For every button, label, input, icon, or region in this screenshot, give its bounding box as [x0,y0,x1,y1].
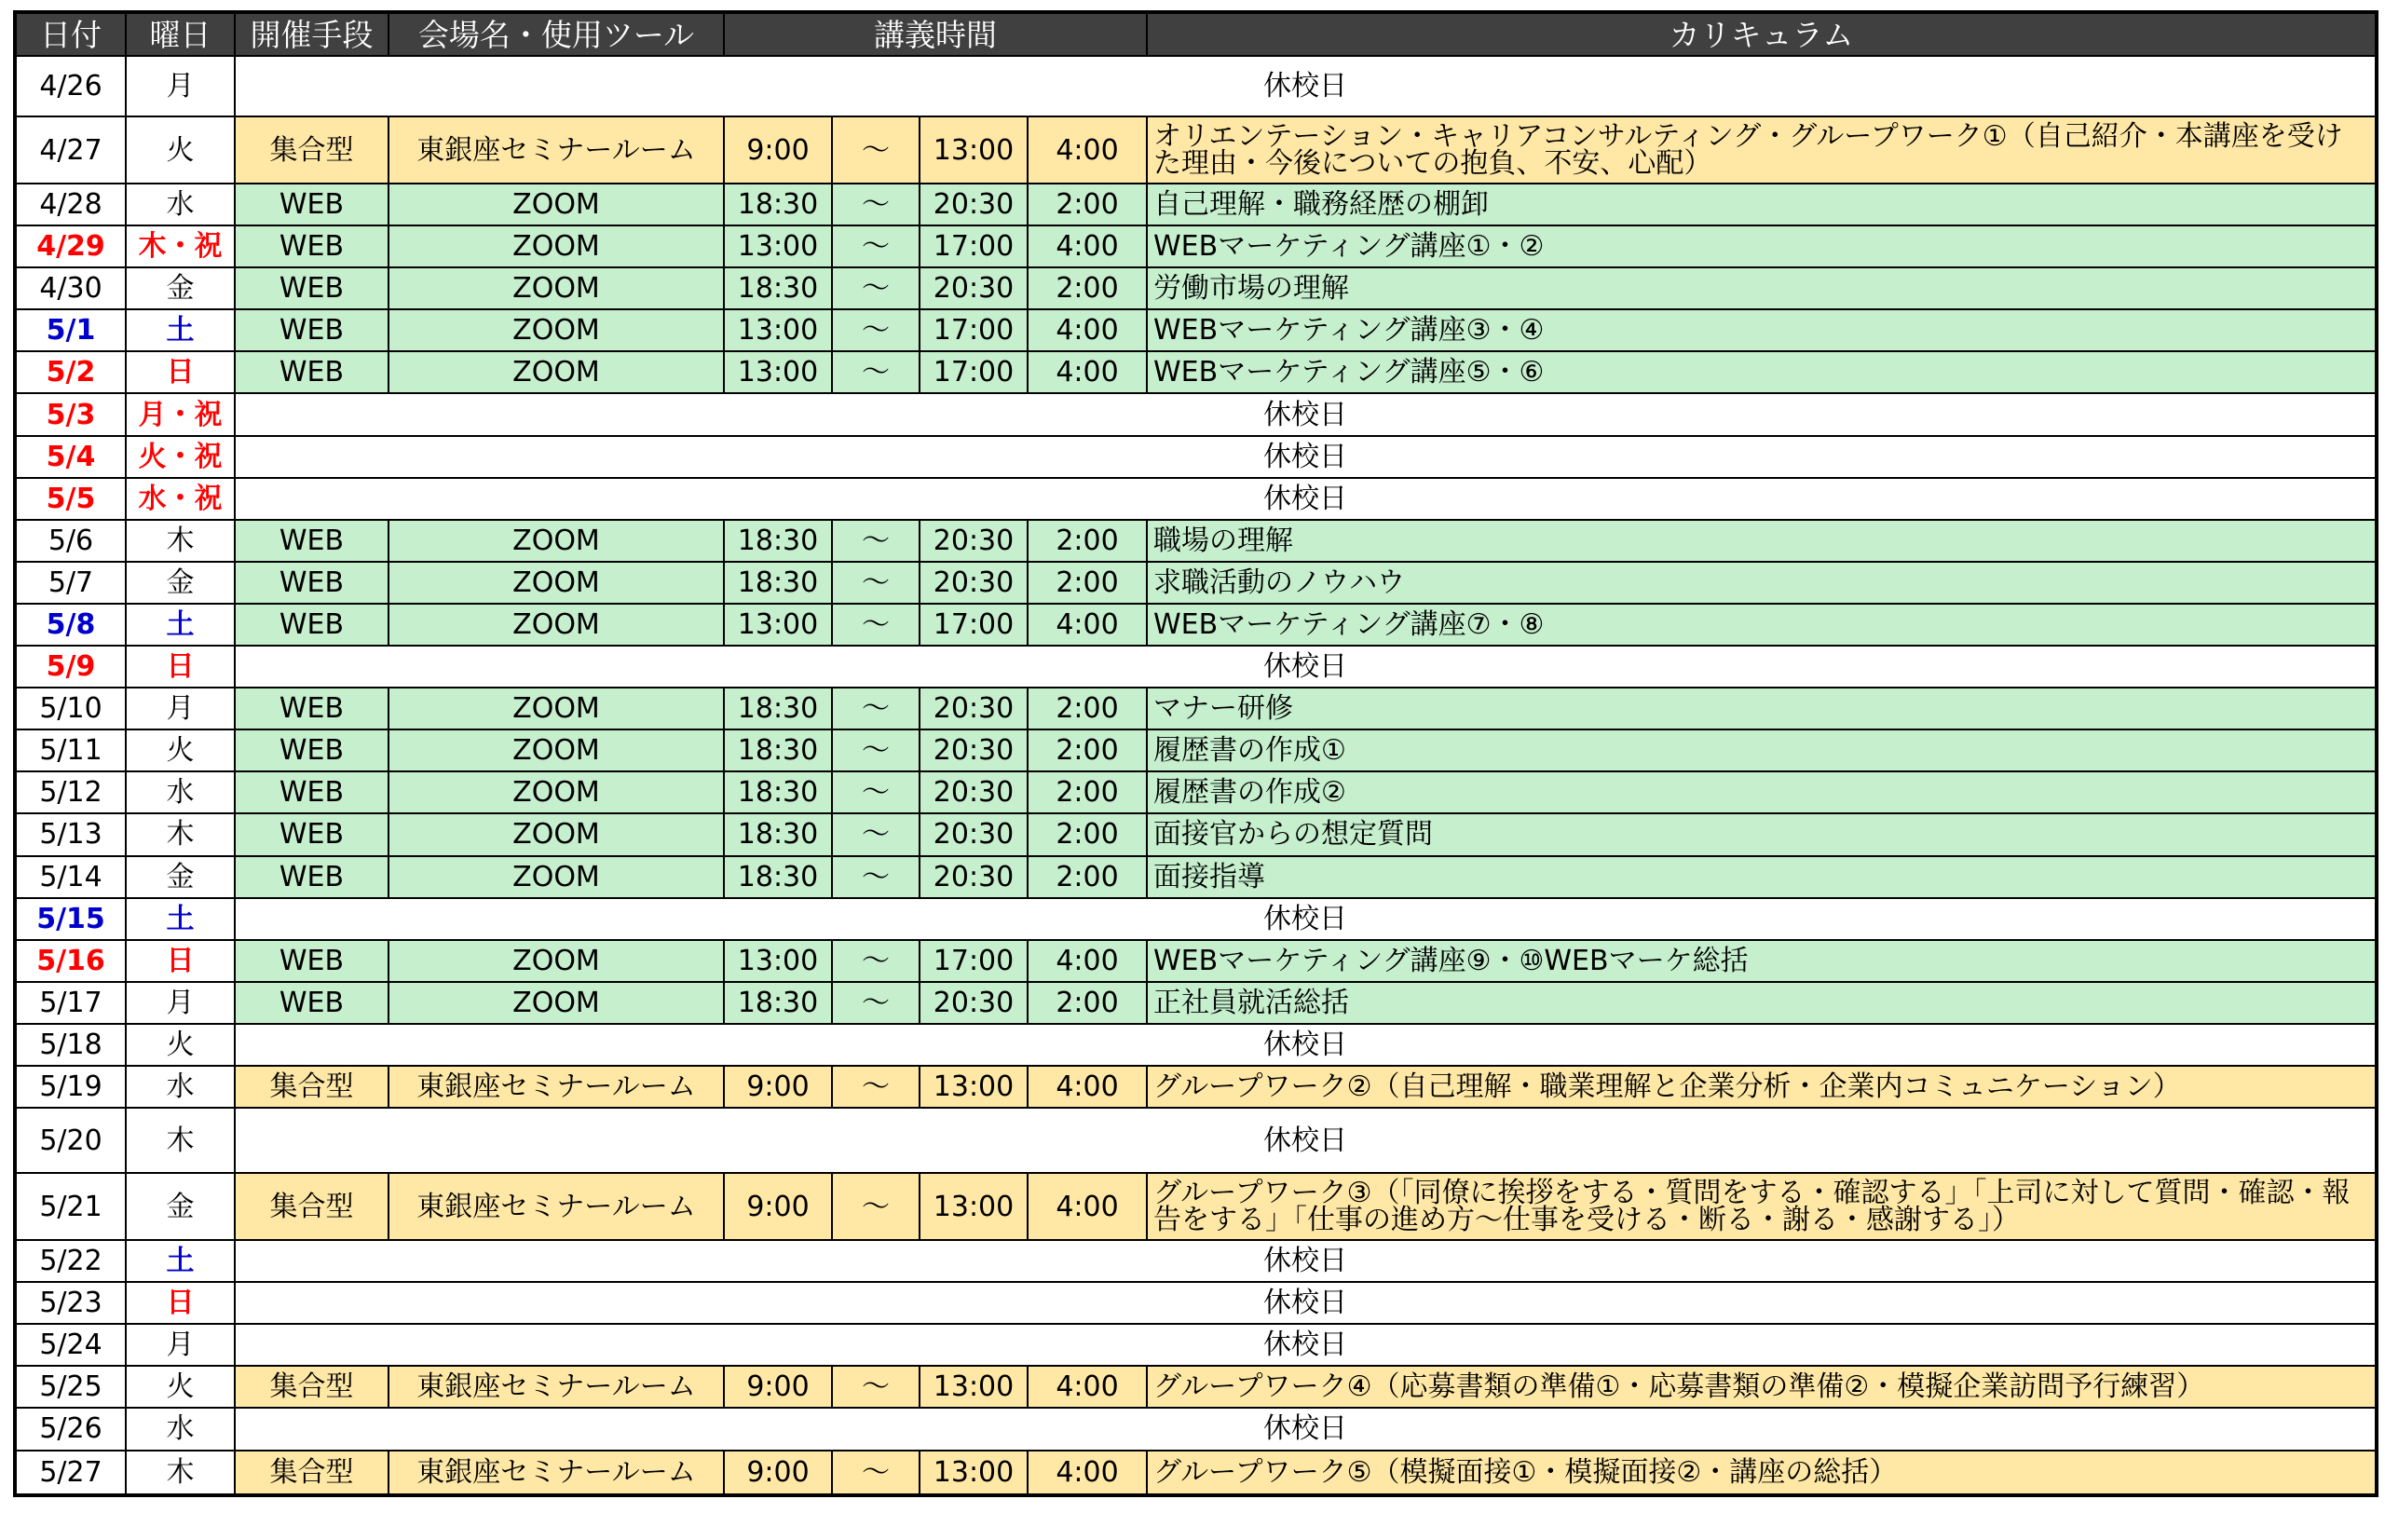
end-time-cell: 17:00 [920,225,1028,267]
duration-cell: 4:00 [1028,1173,1147,1240]
time-separator: ～ [832,604,920,646]
method-cell: 集合型 [235,1173,388,1240]
holiday-row [15,436,2377,478]
date-cell: 5/10 [15,688,126,729]
date-cell: 5/27 [15,1451,126,1495]
date-cell: 5/16 [15,940,126,982]
day-cell: 火・祝 [126,436,235,478]
start-time-cell: 18:30 [724,520,832,562]
time-separator: ～ [832,771,920,813]
date-cell: 5/22 [15,1240,126,1282]
duration-cell: 2:00 [1028,982,1147,1024]
date-cell: 4/27 [15,116,126,184]
venue-cell: ZOOM [388,604,724,646]
method-cell: 集合型 [235,1366,388,1408]
start-time-cell: 9:00 [724,1366,832,1408]
duration-cell: 2:00 [1028,729,1147,771]
holiday-label: 休校日 [235,1108,2377,1173]
time-separator: ～ [832,267,920,309]
duration-cell: 2:00 [1028,813,1147,855]
time-separator: ～ [832,1173,920,1240]
venue-cell: ZOOM [388,184,724,225]
start-time-cell: 18:30 [724,729,832,771]
end-time-cell: 20:30 [920,856,1028,898]
class-row [15,562,2377,604]
date-cell: 5/8 [15,604,126,646]
holiday-row [15,1408,2377,1450]
start-time-cell: 18:30 [724,813,832,855]
class-row [15,267,2377,309]
header-row [15,12,2377,56]
curriculum-cell: 面接指導 [1147,856,2377,898]
day-cell: 金 [126,856,235,898]
day-cell: 日 [126,940,235,982]
duration-cell: 2:00 [1028,562,1147,604]
time-separator: ～ [832,688,920,729]
curriculum-cell: WEBマーケティング講座⑦・⑧ [1147,604,2377,646]
method-cell: 集合型 [235,1066,388,1108]
curriculum-cell: WEBマーケティング講座⑨・⑩WEBマーケ総括 [1147,940,2377,982]
end-time-cell: 20:30 [920,688,1028,729]
end-time-cell: 13:00 [920,1451,1028,1495]
day-cell: 水 [126,1066,235,1108]
date-cell: 5/26 [15,1408,126,1450]
time-separator: ～ [832,940,920,982]
holiday-row [15,1024,2377,1066]
header-venue: 会場名・使用ツール [388,12,724,56]
holiday-row [15,478,2377,520]
venue-cell: ZOOM [388,771,724,813]
method-cell: WEB [235,184,388,225]
duration-cell: 2:00 [1028,184,1147,225]
start-time-cell: 13:00 [724,309,832,351]
holiday-label: 休校日 [235,393,2377,435]
start-time-cell: 13:00 [724,940,832,982]
method-cell: WEB [235,940,388,982]
end-time-cell: 20:30 [920,729,1028,771]
holiday-label: 休校日 [235,1282,2377,1324]
holiday-label: 休校日 [235,478,2377,520]
time-separator: ～ [832,982,920,1024]
venue-cell: ZOOM [388,982,724,1024]
day-cell: 土 [126,898,235,940]
holiday-row [15,56,2377,116]
duration-cell: 4:00 [1028,604,1147,646]
venue-cell: ZOOM [388,309,724,351]
start-time-cell: 9:00 [724,116,832,184]
method-cell: WEB [235,688,388,729]
date-cell: 5/23 [15,1282,126,1324]
date-cell: 5/24 [15,1324,126,1366]
duration-cell: 4:00 [1028,940,1147,982]
date-cell: 4/26 [15,56,126,116]
class-row [15,771,2377,813]
time-separator: ～ [832,184,920,225]
date-cell: 5/3 [15,393,126,435]
end-time-cell: 17:00 [920,604,1028,646]
day-cell: 水 [126,1408,235,1450]
day-cell: 月 [126,56,235,116]
end-time-cell: 13:00 [920,1366,1028,1408]
day-cell: 水・祝 [126,478,235,520]
curriculum-cell: WEBマーケティング講座③・④ [1147,309,2377,351]
class-row [15,1066,2377,1108]
start-time-cell: 18:30 [724,184,832,225]
method-cell: WEB [235,982,388,1024]
time-separator: ～ [832,813,920,855]
date-cell: 5/5 [15,478,126,520]
class-row [15,184,2377,225]
date-cell: 5/17 [15,982,126,1024]
class-row [15,729,2377,771]
duration-cell: 4:00 [1028,309,1147,351]
start-time-cell: 18:30 [724,562,832,604]
holiday-row [15,1240,2377,1282]
time-separator: ～ [832,1066,920,1108]
time-separator: ～ [832,562,920,604]
end-time-cell: 17:00 [920,351,1028,393]
class-row [15,856,2377,898]
start-time-cell: 9:00 [724,1451,832,1495]
venue-cell: 東銀座セミナールーム [388,1451,724,1495]
curriculum-cell: 面接官からの想定質問 [1147,813,2377,855]
venue-cell: ZOOM [388,351,724,393]
curriculum-cell: グループワーク④（応募書類の準備①・応募書類の準備②・模擬企業訪問予行練習） [1147,1366,2377,1408]
date-cell: 5/7 [15,562,126,604]
holiday-label: 休校日 [235,1024,2377,1066]
curriculum-cell: 労働市場の理解 [1147,267,2377,309]
venue-cell: 東銀座セミナールーム [388,1366,724,1408]
class-row [15,1173,2377,1240]
date-cell: 5/6 [15,520,126,562]
method-cell: 集合型 [235,1451,388,1495]
venue-cell: ZOOM [388,520,724,562]
venue-cell: ZOOM [388,729,724,771]
start-time-cell: 18:30 [724,267,832,309]
day-cell: 土 [126,604,235,646]
header-date: 日付 [15,12,126,56]
venue-cell: 東銀座セミナールーム [388,1173,724,1240]
end-time-cell: 20:30 [920,184,1028,225]
method-cell: WEB [235,351,388,393]
holiday-row [15,1282,2377,1324]
venue-cell: ZOOM [388,562,724,604]
duration-cell: 2:00 [1028,771,1147,813]
method-cell: 集合型 [235,116,388,184]
holiday-label: 休校日 [235,56,2377,116]
day-cell: 月 [126,688,235,729]
end-time-cell: 13:00 [920,1173,1028,1240]
venue-cell: ZOOM [388,267,724,309]
duration-cell: 2:00 [1028,856,1147,898]
curriculum-cell: グループワーク②（自己理解・職業理解と企業分析・企業内コミュニケーション） [1147,1066,2377,1108]
time-separator: ～ [832,309,920,351]
day-cell: 木・祝 [126,225,235,267]
method-cell: WEB [235,267,388,309]
method-cell: WEB [235,562,388,604]
end-time-cell: 13:00 [920,1066,1028,1108]
day-cell: 日 [126,351,235,393]
date-cell: 5/4 [15,436,126,478]
time-separator: ～ [832,225,920,267]
day-cell: 火 [126,1366,235,1408]
method-cell: WEB [235,813,388,855]
end-time-cell: 20:30 [920,267,1028,309]
curriculum-cell: 履歴書の作成② [1147,771,2377,813]
header-curriculum: カリキュラム [1147,12,2377,56]
method-cell: WEB [235,856,388,898]
date-cell: 4/29 [15,225,126,267]
time-separator: ～ [832,116,920,184]
end-time-cell: 20:30 [920,562,1028,604]
day-cell: 土 [126,309,235,351]
time-separator: ～ [832,1366,920,1408]
class-row [15,813,2377,855]
time-separator: ～ [832,1451,920,1495]
class-row [15,688,2377,729]
day-cell: 月 [126,982,235,1024]
end-time-cell: 20:30 [920,982,1028,1024]
method-cell: WEB [235,225,388,267]
class-row [15,225,2377,267]
holiday-label: 休校日 [235,1240,2377,1282]
venue-cell: 東銀座セミナールーム [388,116,724,184]
start-time-cell: 13:00 [724,351,832,393]
class-row [15,309,2377,351]
holiday-row [15,1108,2377,1173]
duration-cell: 4:00 [1028,225,1147,267]
method-cell: WEB [235,309,388,351]
curriculum-cell: グループワーク③（「同僚に挨拶をする・質問をする・確認する」「上司に対して質問・確認・報告をする」「仕事の進め方～仕事を受ける・断る・謝る・感謝する」） [1147,1173,2377,1240]
class-row [15,940,2377,982]
curriculum-cell: グループワーク⑤（模擬面接①・模擬面接②・講座の総括） [1147,1451,2377,1495]
venue-cell: 東銀座セミナールーム [388,1066,724,1108]
curriculum-cell: オリエンテーション・キャリアコンサルティング・グループワーク①（自己紹介・本講座を受けた理由・今後についての抱負、不安、心配） [1147,116,2377,184]
curriculum-cell: 求職活動のノウハウ [1147,562,2377,604]
class-row [15,351,2377,393]
start-time-cell: 18:30 [724,982,832,1024]
day-cell: 月 [126,1324,235,1366]
holiday-label: 休校日 [235,436,2377,478]
time-separator: ～ [832,856,920,898]
date-cell: 5/9 [15,646,126,688]
time-separator: ～ [832,351,920,393]
duration-cell: 2:00 [1028,520,1147,562]
class-row [15,520,2377,562]
day-cell: 土 [126,1240,235,1282]
venue-cell: ZOOM [388,940,724,982]
class-row [15,1366,2377,1408]
date-cell: 4/28 [15,184,126,225]
end-time-cell: 20:30 [920,813,1028,855]
day-cell: 金 [126,1173,235,1240]
date-cell: 5/15 [15,898,126,940]
day-cell: 木 [126,1451,235,1495]
day-cell: 木 [126,813,235,855]
end-time-cell: 13:00 [920,116,1028,184]
curriculum-cell: 履歴書の作成① [1147,729,2377,771]
date-cell: 5/1 [15,309,126,351]
header-day: 曜日 [126,12,235,56]
time-separator: ～ [832,520,920,562]
venue-cell: ZOOM [388,225,724,267]
day-cell: 金 [126,267,235,309]
duration-cell: 4:00 [1028,116,1147,184]
date-cell: 5/20 [15,1108,126,1173]
class-row [15,604,2377,646]
holiday-label: 休校日 [235,1408,2377,1450]
day-cell: 水 [126,184,235,225]
end-time-cell: 20:30 [920,771,1028,813]
venue-cell: ZOOM [388,688,724,729]
start-time-cell: 18:30 [724,688,832,729]
day-cell: 水 [126,771,235,813]
date-cell: 5/19 [15,1066,126,1108]
curriculum-cell: WEBマーケティング講座①・② [1147,225,2377,267]
day-cell: 火 [126,1024,235,1066]
date-cell: 4/30 [15,267,126,309]
end-time-cell: 17:00 [920,940,1028,982]
class-row [15,116,2377,184]
day-cell: 月・祝 [126,393,235,435]
method-cell: WEB [235,771,388,813]
holiday-label: 休校日 [235,898,2377,940]
holiday-row [15,1324,2377,1366]
day-cell: 日 [126,1282,235,1324]
holiday-row [15,646,2377,688]
day-cell: 火 [126,116,235,184]
day-cell: 金 [126,562,235,604]
day-cell: 木 [126,1108,235,1173]
holiday-row [15,393,2377,435]
venue-cell: ZOOM [388,813,724,855]
end-time-cell: 17:00 [920,309,1028,351]
date-cell: 5/12 [15,771,126,813]
class-row [15,1451,2377,1495]
duration-cell: 4:00 [1028,1366,1147,1408]
curriculum-cell: 職場の理解 [1147,520,2377,562]
curriculum-cell: 自己理解・職務経歴の棚卸 [1147,184,2377,225]
end-time-cell: 20:30 [920,520,1028,562]
start-time-cell: 18:30 [724,771,832,813]
start-time-cell: 13:00 [724,225,832,267]
day-cell: 日 [126,646,235,688]
date-cell: 5/21 [15,1173,126,1240]
start-time-cell: 9:00 [724,1066,832,1108]
curriculum-cell: マナー研修 [1147,688,2377,729]
holiday-label: 休校日 [235,1324,2377,1366]
header-time: 講義時間 [724,12,1147,56]
method-cell: WEB [235,520,388,562]
curriculum-cell: 正社員就活総括 [1147,982,2377,1024]
holiday-label: 休校日 [235,646,2377,688]
duration-cell: 4:00 [1028,1066,1147,1108]
class-row [15,982,2377,1024]
time-separator: ～ [832,729,920,771]
date-cell: 5/14 [15,856,126,898]
holiday-row [15,898,2377,940]
date-cell: 5/13 [15,813,126,855]
venue-cell: ZOOM [388,856,724,898]
date-cell: 5/18 [15,1024,126,1066]
day-cell: 木 [126,520,235,562]
duration-cell: 2:00 [1028,267,1147,309]
method-cell: WEB [235,604,388,646]
duration-cell: 2:00 [1028,688,1147,729]
date-cell: 5/11 [15,729,126,771]
schedule-table [13,10,2378,1497]
duration-cell: 4:00 [1028,351,1147,393]
start-time-cell: 13:00 [724,604,832,646]
curriculum-cell: WEBマーケティング講座⑤・⑥ [1147,351,2377,393]
date-cell: 5/2 [15,351,126,393]
date-cell: 5/25 [15,1366,126,1408]
method-cell: WEB [235,729,388,771]
day-cell: 火 [126,729,235,771]
start-time-cell: 9:00 [724,1173,832,1240]
start-time-cell: 18:30 [724,856,832,898]
header-method: 開催手段 [235,12,388,56]
duration-cell: 4:00 [1028,1451,1147,1495]
